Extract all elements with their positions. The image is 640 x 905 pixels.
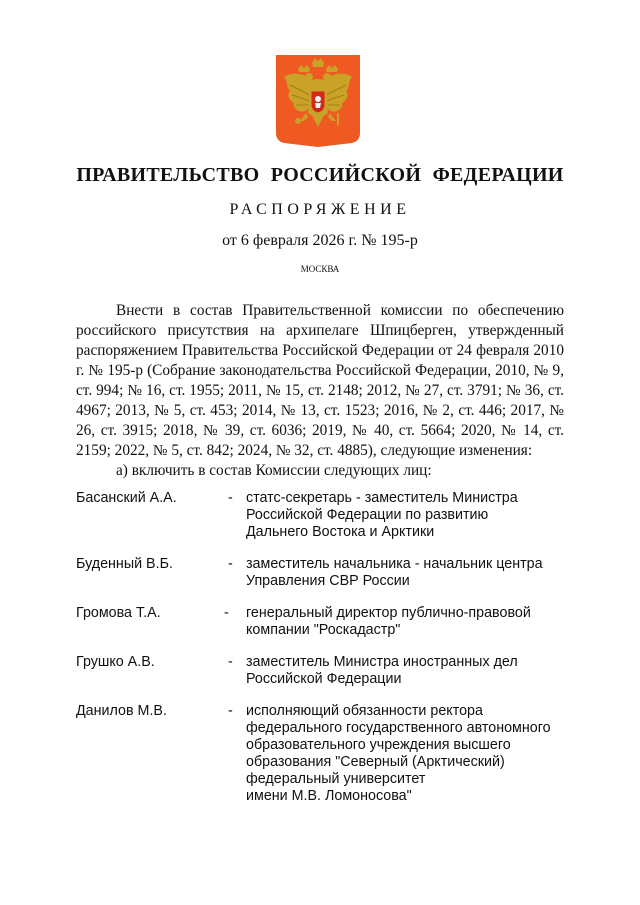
document-date-number: от 6 февраля 2026 г. № 195-р (222, 232, 418, 249)
member-dash: - (228, 556, 233, 572)
document-type: РАСПОРЯЖЕНИЕ (229, 201, 411, 218)
member-dash: - (224, 605, 229, 621)
member-entry (76, 654, 566, 688)
member-name: Данилов М.В. (76, 703, 167, 719)
member-entry (76, 703, 566, 805)
subpoint-a: а) включить в состав Комиссии следующих лиц: (116, 462, 432, 479)
member-dash: - (228, 654, 233, 670)
member-entry (76, 556, 566, 590)
coat-of-arms-emblem (276, 55, 360, 147)
member-name: Громова Т.А. (76, 605, 161, 621)
member-position: статс-секретарь - заместитель Министра Российской Федерации по развитию Дальнего Востока и Арктики (246, 490, 518, 540)
intro-paragraph: Внести в состав Правительственной комиссии по обеспечению российского присутствия на архипелаге Шпицберген, утвержденный распоряжением Правительства Российской Федерации от 24 февраля 2010 г. № 195-р (Собрание законодательства Российской Федерации, 2010, № 9, ст. 994; № 16, ст. 1955; 2011, № 15, ст. 2148; 2012, № 27, ст. 3791; № 36, ст. 4967; 2013, № 5, ст. 453; 2014, № 13, ст. 1523; 2016, № 2, ст. 446; 2017, № 26, ст. 3915; 2018, № 39, ст. 6036; 2019, № 40, ст. 5664; 2020, № 14, ст. 2159; 2022, № 5, ст. 842; 2024, № 32, ст. 4885), следующие изменения: (76, 302, 564, 459)
member-position: заместитель начальника - начальник центра Управления СВР России (246, 556, 543, 589)
member-name: Грушко А.В. (76, 654, 155, 670)
member-entry (76, 490, 566, 541)
member-dash: - (228, 703, 233, 719)
member-entry (76, 605, 566, 639)
document-city: МОСКВА (300, 264, 340, 274)
member-name: Буденный В.Б. (76, 556, 173, 572)
member-position: исполняющий обязанности ректора федерального государственного автономного образовательного учреждения высшего образования "Северный (Арктический) федеральный университет имени М.В. Ломоносова" (246, 703, 551, 804)
member-position: генеральный директор публично-правовой компании "Роскадастр" (246, 605, 531, 638)
member-position: заместитель Министра иностранных дел Российской Федерации (246, 654, 518, 687)
document-header-title: ПРАВИТЕЛЬСТВО РОССИЙСКОЙ ФЕДЕРАЦИИ (76, 164, 564, 186)
member-name: Басанский А.А. (76, 490, 177, 506)
members-list (76, 490, 566, 805)
member-dash: - (228, 490, 233, 506)
